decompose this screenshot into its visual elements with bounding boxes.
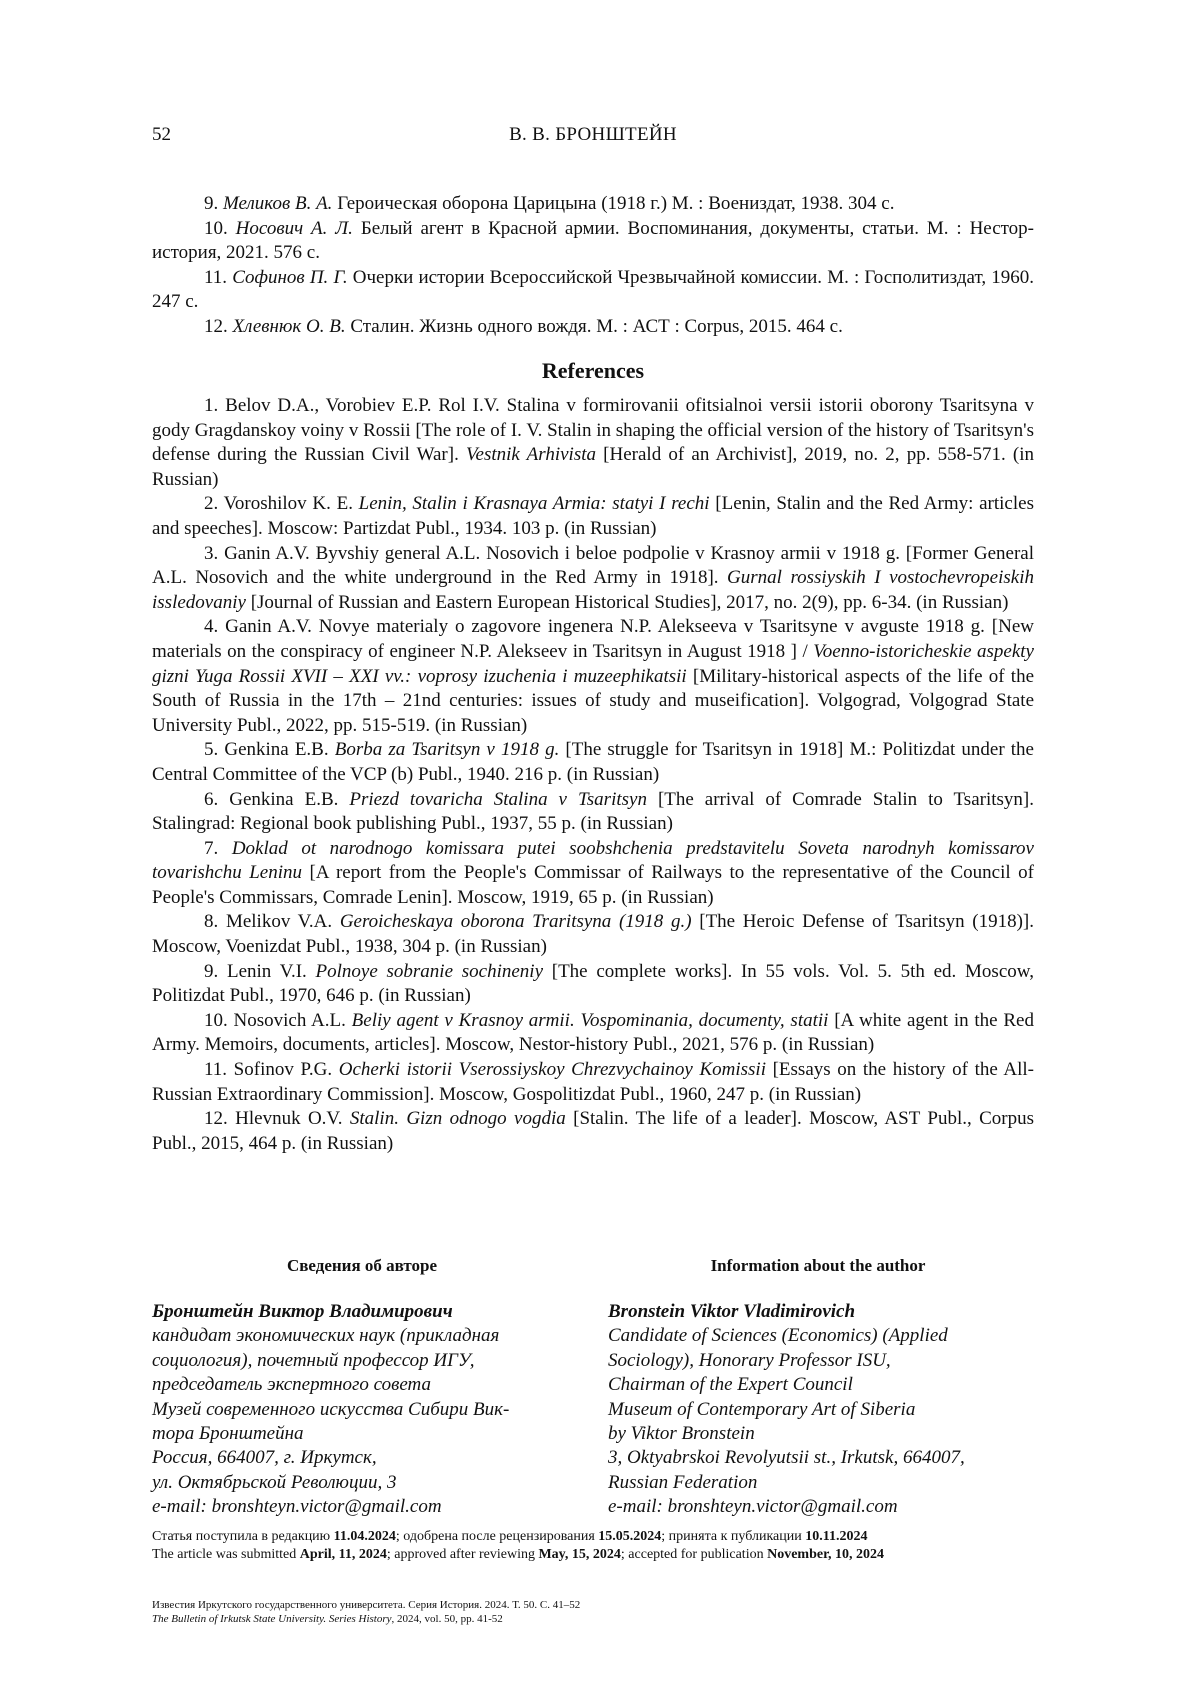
reference-item: 1. Belov D.A., Vorobiev E.P. Rol I.V. Stalina v formirovanii ofitsialnoi versii istorii oborony Tsaritsyna v gody Gragdanskoy voiny v Rossii [The role of I. V. Stalin in shaping the official version of the history of Tsaritsyn's defense during the Russian Civil War]. Vestnik Arhivista [Herald of an Archivist], 2019, no. 2, pp. 558-571. (in Russian) xyxy=(152,394,1034,492)
reference-item: 7. Doklad ot narodnogo komissara putei soobshchenia predstavitelu Soveta narodnyh komissarov tovarishchu Leninu [A report from the People's Commissar of Railways to the representative of the Council of People's Commissars, Comrade Lenin]. Moscow, 1919, 65 p. (in Russian) xyxy=(152,837,1034,911)
author-detail: by Viktor Bronstein xyxy=(608,1422,1028,1446)
author-detail: Museum of Contemporary Art of Siberia xyxy=(608,1398,1028,1422)
reference-item: 5. Genkina E.B. Borba za Tsaritsyn v 1918 g. [The struggle for Tsaritsyn in 1918] M.: Politizdat under the Central Committee of the VCP (b) Publ., 1940. 216 p. (in Russian) xyxy=(152,738,1034,787)
reference-item: 11. Софинов П. Г. Очерки истории Всероссийской Чрезвычайной комиссии. М. : Госполитиздат, 1960. 247 с. xyxy=(152,266,1034,315)
references-heading: References xyxy=(152,358,1034,384)
author-heading-en: Information about the author xyxy=(608,1256,1028,1280)
author-name-ru: Бронштейн Виктор Владимирович xyxy=(152,1300,572,1324)
reference-item: 10. Nosovich A.L. Beliy agent v Krasnoy armii. Vospominania, documenty, statii [A white agent in the Red Army. Memoirs, documents, articles]. Moscow, Nestor-history Publ., 2021, 576 p. (in Russian) xyxy=(152,1009,1034,1058)
running-title: В. В. БРОНШТЕЙН xyxy=(152,124,1034,146)
russian-references xyxy=(152,192,1034,340)
author-detail: Chairman of the Expert Council xyxy=(608,1373,1028,1397)
submission-dates xyxy=(152,1528,1034,1564)
reference-item: 12. Хлевнюк О. В. Сталин. Жизнь одного вождя. М. : АСТ : Corpus, 2015. 464 с. xyxy=(152,315,1034,340)
dates-english: The article was submitted April, 11, 2024; approved after reviewing May, 15, 2024; accepted for publication November, 10, 2024 xyxy=(152,1546,1034,1564)
author-detail: 3, Oktyabrskoi Revolyutsii st., Irkutsk, 664007, xyxy=(608,1446,1028,1470)
author-detail: Sociology), Honorary Professor ISU, xyxy=(608,1349,1028,1373)
reference-item: 10. Носович А. Л. Белый агент в Красной армии. Воспоминания, документы, статьи. М. : Нестор-история, 2021. 576 с. xyxy=(152,217,1034,266)
author-detail: социология), почетный профессор ИГУ, xyxy=(152,1349,572,1373)
reference-author: Софинов П. Г. xyxy=(232,267,347,288)
page-header xyxy=(152,124,1034,148)
author-detail: Candidate of Sciences (Economics) (Applied xyxy=(608,1324,1028,1348)
english-references xyxy=(152,394,1034,1156)
footer-citation-en: The Bulletin of Irkutsk State University. Series History, 2024, vol. 50, pp. 41-52 xyxy=(152,1612,1034,1626)
dates-russian: Статья поступила в редакцию 11.04.2024; одобрена после рецензирования 15.05.2024; принята к публикации 10.11.2024 xyxy=(152,1528,1034,1546)
reference-author: Носович А. Л. xyxy=(236,218,353,239)
author-detail: Russian Federation xyxy=(608,1471,1028,1495)
reference-item: 9. Меликов В. А. Героическая оборона Царицына (1918 г.) М. : Воениздат, 1938. 304 с. xyxy=(152,192,1034,217)
reference-item: 2. Voroshilov K. E. Lenin, Stalin i Krasnaya Armia: statyi I rechi [Lenin, Stalin and the Red Army: articles and speeches]. Moscow: Partizdat Publ., 1934. 103 p. (in Russian) xyxy=(152,492,1034,541)
author-detail: кандидат экономических наук (прикладная xyxy=(152,1324,572,1348)
reference-author: Хлевнюк О. В. xyxy=(233,316,346,337)
reference-item: 3. Ganin A.V. Byvshiy general A.L. Nosovich i beloe podpolie v Krasnoy armii v 1918 g. [Former General A.L. Nosovich and the white underground in the Red Army in 1918]. Gurnal rossiyskih I vostochevropeiskih issledovaniy [Journal of Russian and Eastern European Historical Studies], 2017, no. 2(9), pp. 6-34. (in Russian) xyxy=(152,542,1034,616)
reference-item: 12. Hlevnuk O.V. Stalin. Gizn odnogo vogdia [Stalin. The life of a leader]. Moscow, AST Publ., Corpus Publ., 2015, 464 p. (in Russian) xyxy=(152,1107,1034,1156)
reference-item: 11. Sofinov P.G. Ocherki istorii Vserossiyskoy Chrezvychainoy Komissii [Essays on the history of the All-Russian Extraordinary Commission]. Moscow, Gospolitizdat Publ., 1960, 247 p. (in Russian) xyxy=(152,1058,1034,1107)
author-heading-ru: Сведения об авторе xyxy=(152,1256,572,1280)
author-detail: Россия, 664007, г. Иркутск, xyxy=(152,1446,572,1470)
footer-citation-ru: Известия Иркутского государственного университета. Серия История. 2024. Т. 50. С. 41–52 xyxy=(152,1598,1034,1612)
author-info-russian xyxy=(152,1256,572,1520)
author-name-en: Bronstein Viktor Vladimirovich xyxy=(608,1300,1028,1324)
author-detail: Музей современного искусства Сибири Вик- xyxy=(152,1398,572,1422)
author-detail: председатель экспертного совета xyxy=(152,1373,572,1397)
author-detail: тора Бронштейна xyxy=(152,1422,572,1446)
reference-item: 6. Genkina E.B. Priezd tovaricha Stalina v Tsaritsyn [The arrival of Comrade Stalin to Tsaritsyn]. Stalingrad: Regional book publishing Publ., 1937, 55 p. (in Russian) xyxy=(152,788,1034,837)
author-email-en[interactable]: e-mail: bronshteyn.victor@gmail.com xyxy=(608,1495,1028,1519)
page-number: 52 xyxy=(152,124,171,146)
reference-item: 8. Melikov V.A. Geroicheskaya oborona Traritsyna (1918 g.) [The Heroic Defense of Tsaritsyn (1918)]. Moscow, Voenizdat Publ., 1938, 304 p. (in Russian) xyxy=(152,910,1034,959)
author-info-english xyxy=(608,1256,1028,1520)
reference-item: 4. Ganin A.V. Novye materialy o zagovore ingenera N.P. Alekseeva v Tsaritsyne v avguste 1918 g. [New materials on the conspiracy of engineer N.P. Alekseev in Tsaritsyn in August 1918 ] / Voenno-istoricheskie aspekty gizni Yuga Rossii XVII – XXI vv.: voprosy izuchenia i muzeephikatsii [Military-historical aspects of the life of the South of Russia in the 17th – 21nd centuries: issues of study and museification]. Volgograd, Volgograd State University Publ., 2022, pp. 515-519. (in Russian) xyxy=(152,615,1034,738)
reference-item: 9. Lenin V.I. Polnoye sobranie sochineniy [The complete works]. In 55 vols. Vol. 5. 5th ed. Moscow, Politizdat Publ., 1970, 646 p. (in Russian) xyxy=(152,960,1034,1009)
author-email-ru[interactable]: e-mail: bronshteyn.victor@gmail.com xyxy=(152,1495,572,1519)
page-footer xyxy=(152,1598,1034,1626)
reference-author: Меликов В. А. xyxy=(223,193,332,214)
author-detail: ул. Октябрьской Революции, 3 xyxy=(152,1471,572,1495)
